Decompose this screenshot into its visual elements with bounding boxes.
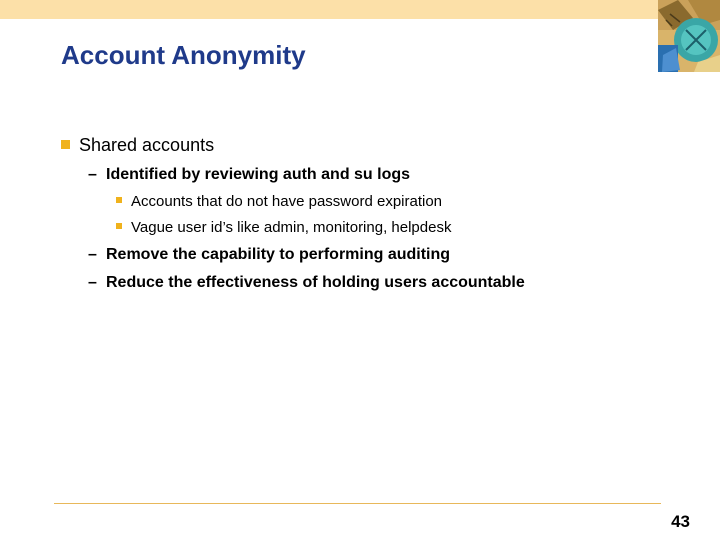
slide-title: Account Anonymity (61, 40, 306, 70)
square-bullet-icon (61, 140, 70, 149)
bullet-text: Remove the capability to performing auditing (106, 246, 451, 263)
small-square-bullet-icon (116, 223, 122, 229)
bullet-text: Identified by reviewing auth and su logs (106, 166, 411, 183)
dash-bullet-icon: – (88, 274, 97, 291)
bullet-text: Accounts that do not have password expiration (131, 193, 443, 210)
bullet-text: Reduce the effectiveness of holding users accountable (106, 274, 525, 291)
decorative-collage-image (658, 0, 720, 72)
bullet-reduce-accountability (88, 274, 525, 292)
dash-bullet-icon: – (88, 166, 97, 183)
bullet-password-expiration (116, 193, 442, 210)
bullet-text: Shared accounts (79, 135, 215, 155)
bullet-text: Vague user id’s like admin, monitoring, helpdesk (131, 219, 452, 236)
bullet-identified-by-logs (88, 166, 410, 184)
header-band (0, 0, 660, 19)
page-number: 43 (671, 512, 690, 531)
bullet-shared-accounts (61, 135, 214, 156)
bullet-remove-auditing (88, 246, 450, 264)
footer-divider (54, 503, 661, 504)
bullet-vague-user-ids (116, 219, 451, 236)
dash-bullet-icon: – (88, 246, 97, 263)
small-square-bullet-icon (116, 197, 122, 203)
